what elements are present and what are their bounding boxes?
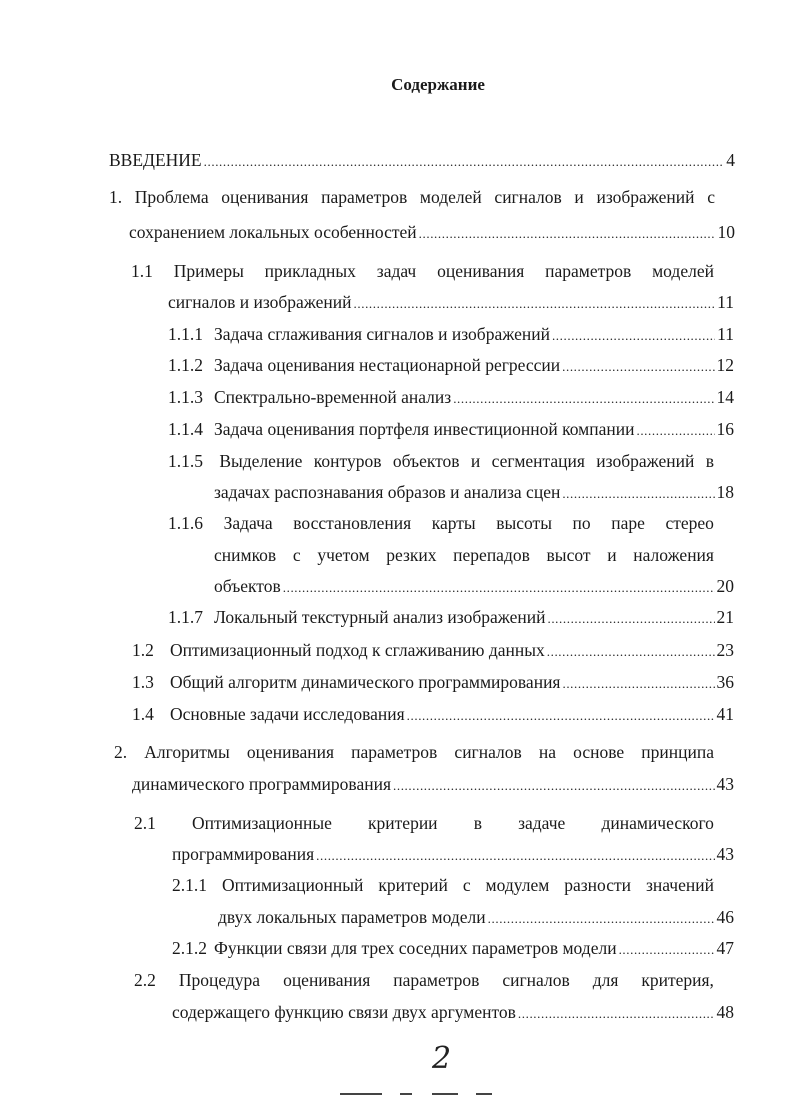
toc-page-number: 36 bbox=[716, 672, 734, 692]
toc-entry-text: Спектрально-временной анализ bbox=[214, 387, 452, 407]
dot-leader bbox=[393, 779, 715, 792]
word: Оптимизационный bbox=[221, 875, 364, 895]
toc-entry-text: динамического программирования bbox=[132, 774, 391, 794]
word: динамического bbox=[601, 813, 714, 833]
toc-entry-2-1-2[interactable] bbox=[172, 940, 734, 958]
toc-entry-number: 1.1.5 bbox=[168, 451, 203, 471]
toc-entry-1-1-5-line1[interactable] bbox=[168, 453, 714, 471]
toc-entry-number: 1.1.6 bbox=[168, 513, 203, 533]
word: Выделение bbox=[219, 451, 303, 471]
word: сигналов bbox=[494, 187, 562, 207]
scan-mark bbox=[476, 1093, 492, 1095]
toc-entry-number: 1.1.2 bbox=[168, 355, 203, 375]
word: значений bbox=[645, 875, 714, 895]
word: восстановления bbox=[293, 513, 412, 533]
dot-leader bbox=[552, 329, 715, 342]
word: учетом bbox=[317, 545, 370, 565]
toc-entry-number: 1.1.1 bbox=[168, 324, 203, 344]
toc-entry-1-1-3[interactable] bbox=[168, 389, 734, 407]
toc-entry-1-1-6-line2[interactable] bbox=[214, 547, 714, 565]
toc-entry-text: объектов bbox=[214, 576, 281, 596]
toc-entry-text: Оптимизационный подход к сглаживанию данных bbox=[170, 640, 545, 660]
toc-entry-2-1-line1[interactable] bbox=[134, 815, 714, 833]
dot-leader bbox=[316, 849, 714, 862]
toc-entry-2-2-line1[interactable] bbox=[134, 972, 714, 990]
word: с bbox=[707, 187, 715, 207]
toc-entry-text: содержащего функцию связи двух аргументов bbox=[172, 1002, 516, 1022]
toc-entry-1-1-5-line2[interactable] bbox=[214, 484, 734, 502]
word: на bbox=[538, 742, 557, 762]
toc-entry-text: Общий алгоритм динамического программирования bbox=[170, 672, 561, 692]
toc-entry-text: двух локальных параметров модели bbox=[218, 907, 486, 927]
toc-entry-1-1-4[interactable] bbox=[168, 421, 734, 439]
toc-entry-2-1-1-line2[interactable] bbox=[218, 909, 734, 927]
word: задаче bbox=[518, 813, 566, 833]
toc-entry-ch2-line2[interactable] bbox=[132, 776, 734, 794]
word: параметров bbox=[545, 261, 632, 281]
toc-entry-text: задачах распознавания образов и анализа сцен bbox=[214, 482, 561, 502]
toc-entry-text: Локальный текстурный анализ изображений bbox=[214, 607, 546, 627]
word: критерия, bbox=[641, 970, 714, 990]
dot-leader bbox=[453, 392, 714, 405]
dot-leader bbox=[636, 424, 714, 437]
dot-leader bbox=[562, 487, 714, 500]
word: Примеры bbox=[173, 261, 244, 281]
dot-leader bbox=[407, 709, 715, 722]
toc-entry-text: Задача сглаживания сигналов и изображений bbox=[214, 324, 550, 344]
toc-entry-number: 1.4 bbox=[132, 704, 154, 724]
word: оценивания bbox=[221, 187, 309, 207]
word: наложения bbox=[633, 545, 714, 565]
word: перепадов bbox=[453, 545, 530, 565]
word: для bbox=[592, 970, 619, 990]
toc-entry-1-1-2[interactable] bbox=[168, 357, 734, 375]
toc-entry-1-3[interactable] bbox=[132, 674, 734, 692]
toc-entry-text: Основные задачи исследования bbox=[170, 704, 405, 724]
word: критерий bbox=[378, 875, 448, 895]
word: сигналов bbox=[502, 970, 570, 990]
dot-leader bbox=[619, 943, 715, 956]
page-number: 2 bbox=[432, 1041, 452, 1076]
toc-page-number: 20 bbox=[716, 576, 734, 596]
toc-entry-1-1-line1[interactable] bbox=[131, 263, 714, 281]
word: объектов bbox=[392, 451, 460, 471]
toc-page-number: 11 bbox=[717, 292, 734, 312]
toc-page-number: 47 bbox=[716, 938, 734, 958]
toc-entry-1-4[interactable] bbox=[132, 706, 734, 724]
dot-leader bbox=[547, 612, 714, 625]
word: основе bbox=[573, 742, 625, 762]
toc-entry-number: 1.3 bbox=[132, 672, 154, 692]
toc-entry-number: 1.1.7 bbox=[168, 607, 203, 627]
word: принципа bbox=[641, 742, 714, 762]
scan-mark bbox=[340, 1093, 382, 1095]
toc-entry-2-1-line2[interactable] bbox=[172, 846, 734, 864]
word: стерео bbox=[665, 513, 714, 533]
toc-entry-1-1-6-line3[interactable] bbox=[214, 578, 734, 596]
dot-leader bbox=[518, 1007, 715, 1020]
toc-entry-number: 1.1 bbox=[131, 261, 153, 281]
word: параметров bbox=[321, 187, 408, 207]
toc-entry-number: 1.1.3 bbox=[168, 387, 203, 407]
page-title: Содержание bbox=[391, 75, 485, 94]
toc-page-number: 23 bbox=[716, 640, 734, 660]
word: оценивания bbox=[246, 742, 335, 762]
dot-leader bbox=[488, 912, 715, 925]
word: карты bbox=[431, 513, 476, 533]
word: высоты bbox=[496, 513, 552, 533]
toc-entry-number: 1.2 bbox=[132, 640, 154, 660]
dot-leader bbox=[419, 227, 716, 240]
toc-entry-1-1-1[interactable] bbox=[168, 326, 734, 344]
toc-entry-text: ВВЕДЕНИЕ bbox=[109, 150, 202, 170]
toc-entry-number: 1. bbox=[109, 187, 123, 207]
toc-entry-2-2-line2[interactable] bbox=[172, 1004, 734, 1022]
toc-page-number: 14 bbox=[716, 387, 734, 407]
toc-page-number: 4 bbox=[726, 150, 735, 170]
toc-page-number: 21 bbox=[716, 607, 734, 627]
toc-entry-text: сигналов и изображений bbox=[168, 292, 352, 312]
word: Алгоритмы bbox=[144, 742, 230, 762]
toc-page-number: 12 bbox=[716, 355, 734, 375]
toc-entry-number: 2.2 bbox=[134, 970, 156, 990]
word: Задача bbox=[223, 513, 273, 533]
toc-entry-number: 2.1.1 bbox=[172, 875, 207, 895]
toc-page-number: 48 bbox=[716, 1002, 734, 1022]
toc-entry-number: 1.1.4 bbox=[168, 419, 203, 439]
word: модулем bbox=[485, 875, 550, 895]
toc-entry-1-1-7[interactable] bbox=[168, 609, 734, 627]
scan-mark bbox=[400, 1093, 412, 1095]
toc-entry-intro[interactable] bbox=[109, 152, 735, 170]
toc-page-number: 46 bbox=[716, 907, 734, 927]
word: снимков bbox=[214, 545, 277, 565]
toc-page-number: 41 bbox=[716, 704, 734, 724]
toc-page-number: 18 bbox=[716, 482, 734, 502]
toc-entry-text: Функции связи для трех соседних параметров модели bbox=[214, 938, 617, 958]
word: оценивания bbox=[283, 970, 371, 990]
toc-entry-ch1-line1[interactable] bbox=[109, 189, 715, 207]
word: моделей bbox=[419, 187, 482, 207]
toc-page-number: 10 bbox=[717, 222, 735, 242]
word: в bbox=[473, 813, 482, 833]
word: оценивания bbox=[437, 261, 525, 281]
scan-mark bbox=[432, 1093, 458, 1095]
dot-leader bbox=[204, 155, 725, 168]
word: и bbox=[470, 451, 481, 471]
word: изображений bbox=[596, 187, 695, 207]
toc-entry-1-2[interactable] bbox=[132, 642, 734, 660]
dot-leader bbox=[283, 581, 715, 594]
word: изображений bbox=[596, 451, 695, 471]
toc-entry-ch1-line2[interactable] bbox=[129, 224, 735, 242]
toc-entry-text: Задача оценивания портфеля инвестиционной компании bbox=[214, 419, 635, 439]
toc-entry-1-1-line2[interactable] bbox=[168, 294, 734, 312]
toc-entry-text: программирования bbox=[172, 844, 315, 864]
toc-entry-ch2-line1[interactable] bbox=[114, 744, 714, 762]
word: параметров bbox=[351, 742, 438, 762]
word: разности bbox=[564, 875, 632, 895]
word: с bbox=[292, 545, 301, 565]
toc-entry-text: Задача оценивания нестационарной регрессии bbox=[214, 355, 561, 375]
word: критерии bbox=[368, 813, 438, 833]
word: Проблема bbox=[134, 187, 209, 207]
toc-page-number: 11 bbox=[717, 324, 734, 344]
word: Процедура bbox=[178, 970, 261, 990]
toc-entry-2-1-1-line1[interactable] bbox=[172, 877, 714, 895]
dot-leader bbox=[547, 645, 715, 658]
toc-page-number: 43 bbox=[716, 774, 734, 794]
word: паре bbox=[611, 513, 645, 533]
word: моделей bbox=[652, 261, 714, 281]
dot-leader bbox=[562, 360, 714, 373]
word: в bbox=[705, 451, 714, 471]
word: сигналов bbox=[454, 742, 522, 762]
word: сегментация bbox=[491, 451, 585, 471]
word: по bbox=[572, 513, 591, 533]
word: Оптимизационные bbox=[192, 813, 332, 833]
toc-page-number: 16 bbox=[716, 419, 734, 439]
dot-leader bbox=[354, 297, 716, 310]
word: с bbox=[462, 875, 471, 895]
toc-page-number: 43 bbox=[716, 844, 734, 864]
toc-entry-number: 2.1.2 bbox=[172, 938, 207, 958]
toc-entry-1-1-6-line1[interactable] bbox=[168, 515, 714, 533]
dot-leader bbox=[562, 677, 714, 690]
word: задач bbox=[376, 261, 417, 281]
word: и bbox=[574, 187, 584, 207]
word: высот bbox=[546, 545, 591, 565]
word: резких bbox=[386, 545, 437, 565]
word: контуров bbox=[313, 451, 382, 471]
word: и bbox=[607, 545, 617, 565]
word: параметров bbox=[393, 970, 480, 990]
toc-entry-number: 2. bbox=[114, 742, 128, 762]
toc-entry-text: сохранением локальных особенностей bbox=[129, 222, 417, 242]
word: прикладных bbox=[264, 261, 356, 281]
toc-entry-number: 2.1 bbox=[134, 813, 156, 833]
